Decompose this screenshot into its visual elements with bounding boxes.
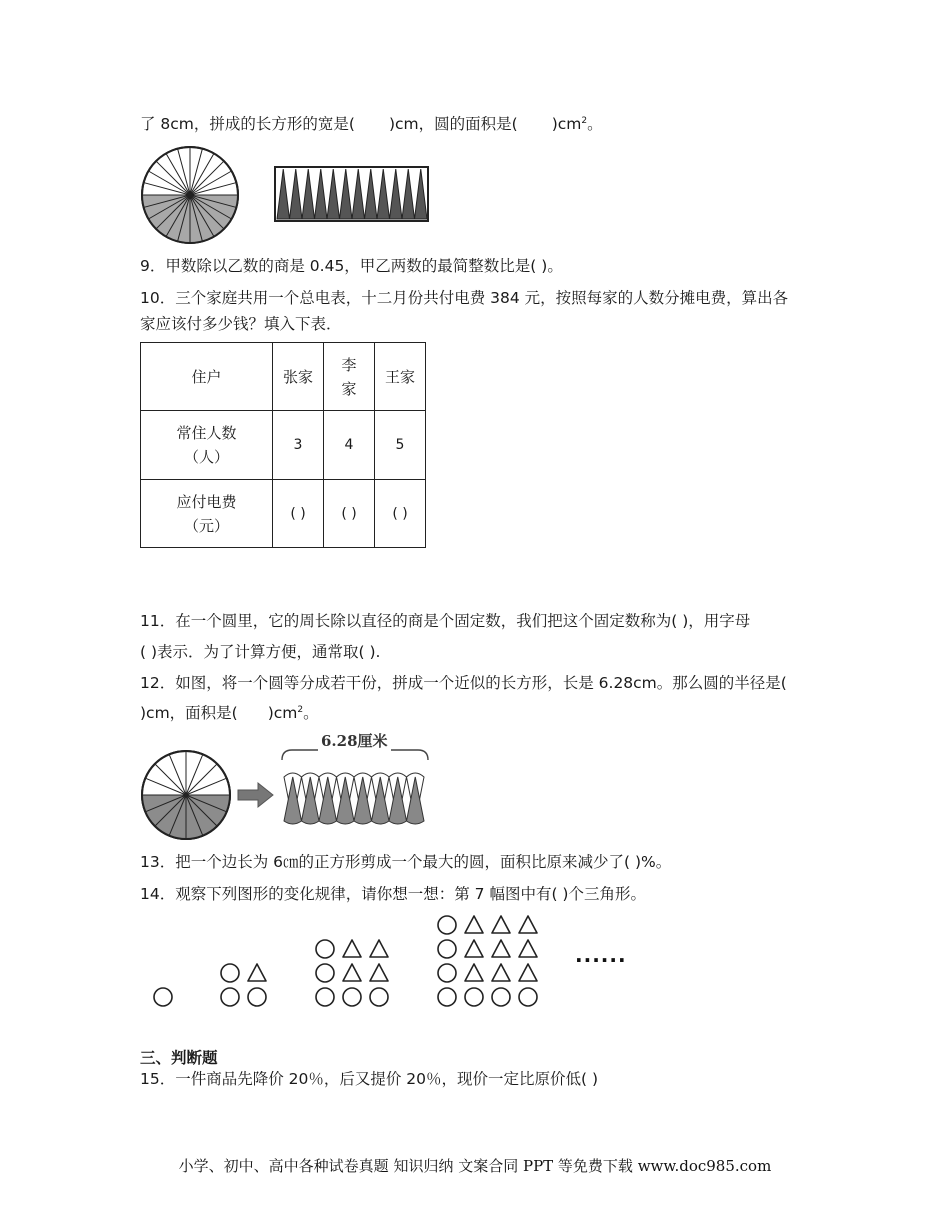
q8-text bbox=[140, 114, 603, 134]
circle-shape bbox=[438, 940, 456, 958]
q11-line1: 11．在一个圆里，它的周长除以直径的商是个固定数，我们把这个固定数称为( )，用字母 bbox=[140, 612, 751, 630]
circle-shape bbox=[343, 988, 361, 1006]
q12-line1: 12．如图，将一个圆等分成若干份，拼成一个近似的长方形，长是 6.28cm。那么圆的半径是( bbox=[140, 674, 787, 692]
triangle-shape bbox=[465, 940, 483, 957]
q8-circle-center bbox=[187, 192, 193, 198]
table-header-cell: 张家 bbox=[273, 343, 324, 411]
triangle-shape bbox=[343, 964, 361, 981]
q8-tail-d: 。 bbox=[587, 115, 603, 133]
table-row-label: 常住人数 （人） bbox=[141, 411, 273, 480]
table-header-row bbox=[141, 343, 426, 411]
q15-text: 15．一件商品先降价 20％，后又提价 20％，现价一定比原价低( ) bbox=[140, 1070, 599, 1088]
q10-line1: 10．三个家庭共用一个总电表，十二月份共付电费 384 元，按照每家的人数分摊电费，算出各 bbox=[140, 289, 789, 307]
q14-pattern-figure bbox=[145, 905, 645, 1015]
triangle-shape bbox=[519, 940, 537, 957]
circle-shape bbox=[519, 988, 537, 1006]
q8-circle-figure bbox=[140, 145, 240, 245]
q12-circle-center bbox=[184, 793, 189, 798]
answer-blank-cell[interactable]: ( ) bbox=[324, 480, 375, 548]
answer-blank-cell[interactable]: ( ) bbox=[375, 480, 426, 548]
table-cell: 4 bbox=[324, 411, 375, 480]
circle-shape bbox=[492, 988, 510, 1006]
q12-rectangle-figure bbox=[280, 765, 430, 825]
q8-tail-c: )cm bbox=[551, 115, 582, 133]
triangle-shape bbox=[465, 964, 483, 981]
triangle-shape bbox=[248, 964, 266, 981]
q8-tail-b: )cm，圆的面积是( bbox=[388, 115, 518, 133]
table-row-label: 应付电费 （元） bbox=[141, 480, 273, 548]
circle-shape bbox=[316, 988, 334, 1006]
circle-shape bbox=[221, 964, 239, 982]
q14-dots: ...... bbox=[575, 943, 627, 967]
q8-sup: 2 bbox=[581, 115, 588, 126]
circle-shape bbox=[438, 964, 456, 982]
q12-sup: 2 bbox=[297, 704, 304, 715]
triangle-shape bbox=[492, 916, 510, 933]
q12-line2c: 。 bbox=[303, 704, 319, 722]
electricity-fee-table bbox=[140, 342, 426, 548]
circle-shape bbox=[154, 988, 172, 1006]
triangle-shape bbox=[343, 940, 361, 957]
q11-line2: ( )表示．为了计算方便，通常取( ). bbox=[140, 643, 381, 661]
q8-tail-a: 了 8cm，拼成的长方形的宽是( bbox=[140, 115, 355, 133]
triangle-shape bbox=[465, 916, 483, 933]
circle-shape bbox=[438, 916, 456, 934]
q12-circle-figure bbox=[140, 749, 232, 841]
circle-shape bbox=[221, 988, 239, 1006]
triangle-shape bbox=[519, 916, 537, 933]
q14-text: 14．观察下列图形的变化规律，请你想一想：第 7 幅图中有( )个三角形。 bbox=[140, 885, 646, 903]
table-header-cell: 住户 bbox=[141, 343, 273, 411]
circle-shape bbox=[316, 964, 334, 982]
triangle-shape bbox=[370, 964, 388, 981]
table-header-cell: 王家 bbox=[375, 343, 426, 411]
q13-text: 13．把一个边长为 6㎝的正方形剪成一个最大的圆，面积比原来减少了( )%。 bbox=[140, 853, 672, 871]
q12-line2a: )cm，面积是( bbox=[140, 704, 238, 722]
q9-text: 9．甲数除以乙数的商是 0.45，甲乙两数的最简整数比是( )。 bbox=[140, 257, 563, 275]
table-cell: 3 bbox=[273, 411, 324, 480]
arrow-right-icon bbox=[238, 782, 274, 808]
q8-rectangle-figure bbox=[274, 166, 430, 222]
triangle-shape bbox=[492, 964, 510, 981]
q10-line2: 家应该付多少钱？填入下表． bbox=[140, 315, 342, 333]
table-header-cell: 李 家 bbox=[324, 343, 375, 411]
circle-shape bbox=[248, 988, 266, 1006]
triangle-shape bbox=[519, 964, 537, 981]
triangle-shape bbox=[492, 940, 510, 957]
q12-line2b: )cm bbox=[267, 704, 298, 722]
triangle-shape bbox=[370, 940, 388, 957]
circle-shape bbox=[370, 988, 388, 1006]
table-cell: 5 bbox=[375, 411, 426, 480]
circle-shape bbox=[316, 940, 334, 958]
table-row bbox=[141, 411, 426, 480]
page-footer: 小学、初中、高中各种试卷真题 知识归纳 文案合同 PPT 等免费下载 www.doc985.com bbox=[178, 1157, 772, 1175]
q12-line2 bbox=[140, 703, 319, 723]
table-row bbox=[141, 480, 426, 548]
q12-figure-label: 6.28厘米 bbox=[318, 730, 391, 751]
circle-shape bbox=[438, 988, 456, 1006]
answer-blank-cell[interactable]: ( ) bbox=[273, 480, 324, 548]
section-heading-judgment: 三、判断题 bbox=[140, 1049, 218, 1067]
circle-shape bbox=[465, 988, 483, 1006]
